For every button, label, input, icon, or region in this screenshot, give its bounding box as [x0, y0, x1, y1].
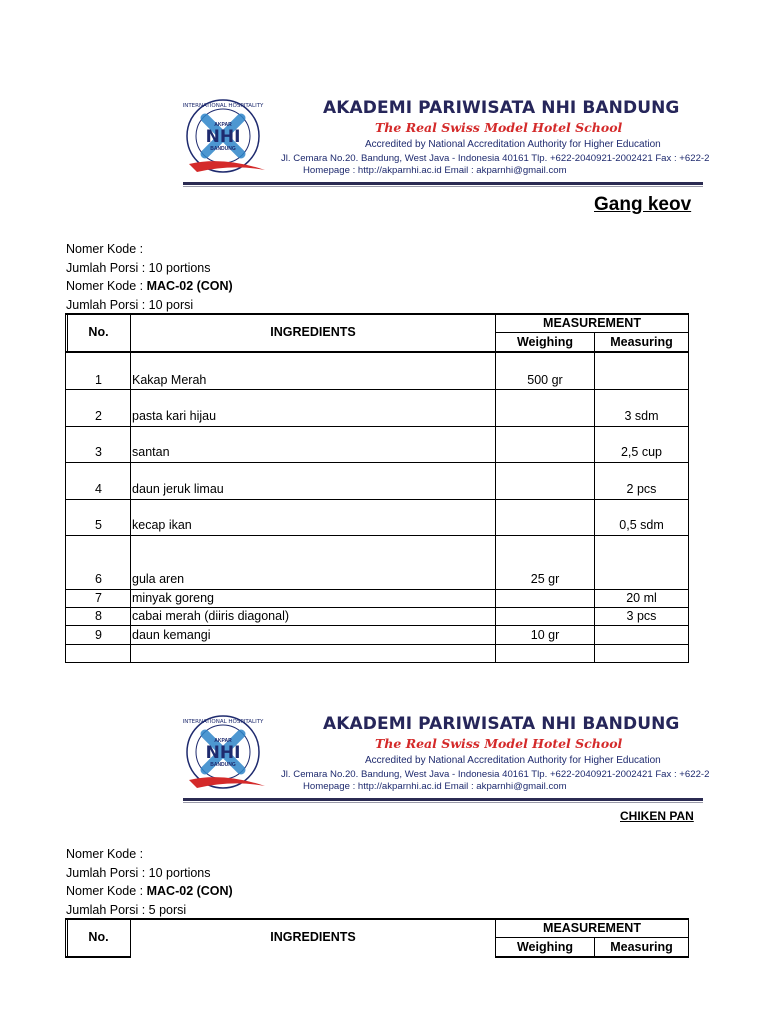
logo-ring-text: INTERNATIONAL HOSPITALITY	[183, 103, 264, 109]
recipe-title: CHIKEN PAN	[620, 809, 694, 823]
kode-value: MAC-02 (CON)	[146, 279, 233, 293]
ingredients-table	[65, 313, 689, 663]
header-measuring: Measuring	[610, 940, 673, 954]
row-no: 8	[95, 609, 102, 623]
header-weighing: Weighing	[516, 335, 573, 349]
row-measuring: 20 ml	[626, 591, 657, 605]
row-no: 5	[95, 518, 102, 532]
porsi-line-2: Jumlah Porsi : 10 porsi	[66, 297, 194, 312]
row-ingredient: Kakap Merah	[132, 373, 207, 387]
kode-line: Nomer Kode :	[66, 242, 144, 256]
letterhead-divider	[183, 182, 703, 185]
row-ingredient: gula aren	[132, 572, 185, 586]
institution-tagline: The Real Swiss Model Hotel School	[375, 120, 623, 135]
row-ingredient: pasta kari hijau	[132, 409, 217, 423]
porsi-line-2: Jumlah Porsi : 5 porsi	[66, 902, 187, 917]
accreditation-line: Accredited by National Accreditation Authority for Higher Education	[365, 755, 661, 766]
letterhead	[183, 98, 710, 190]
accreditation-line: Accredited by National Accreditation Authority for Higher Education	[365, 139, 661, 150]
kode-line: Nomer Kode :	[66, 847, 144, 861]
row-ingredient: daun jeruk limau	[132, 482, 224, 496]
row-no: 1	[95, 373, 102, 387]
logo-bottom-text: BANDUNG	[210, 762, 236, 768]
row-measuring: 0,5 sdm	[619, 518, 664, 532]
header-no: No.	[88, 325, 109, 339]
row-ingredient: santan	[132, 445, 170, 459]
row-measuring: 3 sdm	[624, 409, 659, 423]
recipe-info	[66, 845, 233, 919]
header-measurement: MEASUREMENT	[543, 316, 641, 330]
address-line: Jl. Cemara No.20. Bandung, West Java - Indonesia 40161 Tlp. +622-2040921-2002421 Fax : +622-2	[281, 153, 710, 164]
institution-tagline: The Real Swiss Model Hotel School	[375, 736, 623, 751]
row-ingredient: minyak goreng	[132, 591, 214, 605]
kode-label: Nomer Kode :	[66, 884, 144, 898]
kode-label: Nomer Kode :	[66, 279, 144, 293]
letterhead-divider-thin	[183, 802, 703, 803]
header-measuring: Measuring	[610, 335, 673, 349]
letterhead-divider	[183, 798, 703, 801]
contact-line: Homepage : http://akparnhi.ac.id Email : akparnhi@gmail.com	[303, 165, 567, 176]
header-weighing: Weighing	[516, 940, 573, 954]
row-measuring: 2 pcs	[626, 482, 657, 496]
row-measuring: 3 pcs	[626, 609, 657, 623]
logo-caption	[201, 122, 245, 152]
row-no: 3	[95, 445, 102, 459]
contact-line: Homepage : http://akparnhi.ac.id Email : akparnhi@gmail.com	[303, 781, 567, 792]
logo-main-text: NHI	[205, 127, 241, 147]
ingredients-table	[65, 918, 689, 960]
kode-line-2	[66, 882, 233, 901]
row-no: 2	[95, 409, 102, 423]
logo-top-text: AKPAR	[214, 122, 232, 128]
row-no: 7	[95, 591, 102, 605]
recipe-info	[66, 240, 233, 314]
logo-main-text: NHI	[205, 743, 241, 763]
logo-ring-text: INTERNATIONAL HOSPITALITY	[183, 719, 264, 725]
porsi-line: Jumlah Porsi : 10 portions	[66, 865, 211, 880]
kode-line-2	[66, 277, 233, 296]
row-ingredient: cabai merah (diiris diagonal)	[132, 609, 290, 623]
header-ingredients: INGREDIENTS	[270, 930, 356, 944]
row-weighing: 500 gr	[527, 373, 563, 387]
letterhead	[183, 714, 710, 806]
institution-name: AKADEMI PARIWISATA NHI BANDUNG	[323, 714, 680, 734]
row-no: 6	[95, 572, 102, 586]
kode-value: MAC-02 (CON)	[146, 884, 233, 898]
row-weighing: 25 gr	[530, 572, 560, 586]
porsi-line: Jumlah Porsi : 10 portions	[66, 260, 211, 275]
logo-bottom-text: BANDUNG	[210, 146, 236, 152]
header-ingredients: INGREDIENTS	[270, 325, 356, 339]
header-no: No.	[88, 930, 109, 944]
row-ingredient: daun kemangi	[132, 628, 211, 642]
row-no: 9	[95, 628, 102, 642]
row-ingredient: kecap ikan	[132, 518, 192, 532]
row-measuring: 2,5 cup	[620, 445, 662, 459]
row-weighing: 10 gr	[530, 628, 560, 642]
recipe-title: Gang keov	[594, 194, 692, 215]
row-no: 4	[95, 482, 102, 496]
logo-caption	[201, 738, 245, 768]
header-measurement: MEASUREMENT	[543, 921, 641, 935]
logo-top-text: AKPAR	[214, 738, 232, 744]
address-line: Jl. Cemara No.20. Bandung, West Java - Indonesia 40161 Tlp. +622-2040921-2002421 Fax : +622-2	[281, 769, 710, 780]
letterhead-divider-thin	[183, 186, 703, 187]
institution-name: AKADEMI PARIWISATA NHI BANDUNG	[323, 98, 680, 118]
